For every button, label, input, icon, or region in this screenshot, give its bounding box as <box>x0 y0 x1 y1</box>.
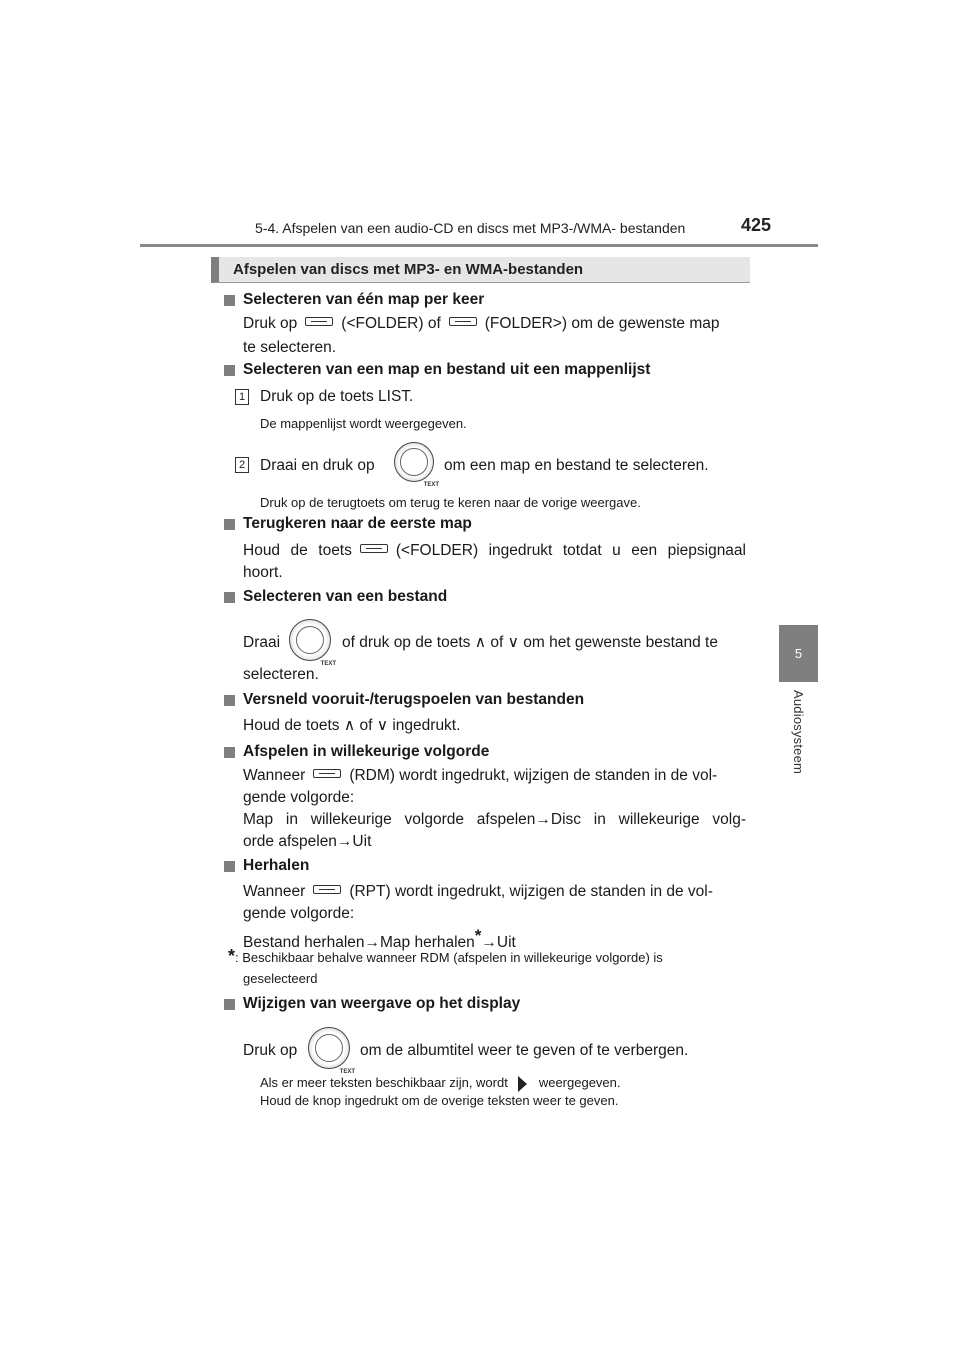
section-heading-bar <box>211 257 750 283</box>
block-heading: Selecteren van een bestand <box>243 588 448 605</box>
text: (<FOLDER) ingedrukt totdat u een piepsignaal <box>395 542 746 559</box>
block-heading: Versneld vooruit-/terugspoelen van bestanden <box>243 691 585 708</box>
bullet-square <box>224 295 235 306</box>
text: Wanneer <box>243 883 306 900</box>
bullet-square <box>224 519 235 530</box>
bullet-square <box>224 695 235 706</box>
body-line: Draai <box>243 634 281 651</box>
body-line: Houd de toets ∧ of ∨ ingedrukt. <box>243 717 461 734</box>
footnote-marker: * <box>474 926 482 945</box>
play-arrow-icon <box>518 1076 527 1092</box>
button-icon <box>449 317 477 326</box>
body-line: gende volgorde: <box>243 905 355 922</box>
header-divider <box>140 244 818 247</box>
knob-label: TEXT <box>320 661 336 667</box>
knob-label: TEXT <box>423 482 439 488</box>
step-note: De mappenlijst wordt weergegeven. <box>260 416 467 431</box>
chapter-tab: 5 <box>779 625 818 682</box>
button-icon <box>313 885 341 894</box>
bullet-square <box>224 861 235 872</box>
page-number: 425 <box>741 215 772 235</box>
text: : Beschikbaar behalve wanneer RDM (afspelen in willekeurige volgorde) is <box>235 950 663 965</box>
footnote-marker: * <box>228 946 236 966</box>
text-knob-icon <box>308 1027 355 1075</box>
body-line: te selecteren. <box>243 339 337 356</box>
body-line <box>243 312 720 336</box>
chapter-header: 5-4. Afspelen van een audio-CD en discs met MP3-/WMA- bestanden <box>255 220 686 236</box>
text: Als er meer teksten beschikbaar zijn, wordt <box>260 1075 508 1090</box>
step-text: om een map en bestand te selecteren. <box>444 457 709 474</box>
body-line: of druk op de toets ∧ of ∨ om het gewenste bestand te <box>342 634 718 651</box>
bullet-square <box>224 999 235 1010</box>
text-knob-icon <box>394 442 439 488</box>
text: Houd de toets <box>243 542 352 559</box>
text: (FOLDER>) om de gewenste map <box>484 315 720 332</box>
body-line: om de albumtitel weer te geven of te verbergen. <box>360 1042 689 1059</box>
footnote-line <box>228 948 663 966</box>
body-line: Map in willekeurige volgorde afspelen→Disc in willekeurige volg- <box>243 811 746 828</box>
note-line <box>260 1074 621 1092</box>
body-line: gende volgorde: <box>243 789 355 806</box>
note-line: Houd de knop ingedrukt om de overige teksten weer te geven. <box>260 1093 619 1108</box>
block-heading: Wijzigen van weergave op het display <box>243 995 521 1012</box>
text: weergegeven. <box>538 1075 621 1090</box>
text: (<FOLDER) of <box>341 315 441 332</box>
block-heading: Terugkeren naar de eerste map <box>243 515 472 532</box>
button-icon <box>360 544 388 553</box>
body-line: Druk op <box>243 1042 298 1059</box>
chapter-tab-label: Audiosysteem <box>791 690 806 775</box>
block-heading: Selecteren van een map en bestand uit een mappenlijst <box>243 361 651 378</box>
step-number: 2 <box>235 457 249 473</box>
body-line <box>243 539 746 563</box>
block-heading: Afspelen in willekeurige volgorde <box>243 743 490 760</box>
bullet-square <box>224 365 235 376</box>
text: Bestand herhalen→Map herhalen <box>243 934 475 952</box>
body-line <box>243 764 717 788</box>
body-line <box>243 880 713 904</box>
text: Wanneer <box>243 767 306 784</box>
block-heading: Herhalen <box>243 857 310 874</box>
body-line: hoort. <box>243 564 283 581</box>
bullet-square <box>224 747 235 758</box>
step-note: Druk op de terugtoets om terug te keren naar de vorige weergave. <box>260 495 641 510</box>
footnote-line: geselecteerd <box>243 971 318 986</box>
text: (RDM) wordt ingedrukt, wijzigen de standen in de vol- <box>349 767 718 784</box>
button-icon <box>305 317 333 326</box>
body-line: selecteren. <box>243 666 319 683</box>
text-knob-icon <box>289 619 336 667</box>
block-heading: Selecteren van één map per keer <box>243 291 485 308</box>
step-text: Druk op de toets LIST. <box>260 388 414 405</box>
step-text: Draai en druk op <box>260 457 375 474</box>
button-icon <box>313 769 341 778</box>
bullet-square <box>224 592 235 603</box>
text: Druk op <box>243 315 298 332</box>
step-number: 1 <box>235 389 249 405</box>
text: (RPT) wordt ingedrukt, wijzigen de standen in de vol- <box>349 883 713 900</box>
section-title: Afspelen van discs met MP3- en WMA-bestanden <box>233 261 584 278</box>
body-line: orde afspelen→Uit <box>243 833 372 850</box>
knob-label: TEXT <box>339 1069 355 1075</box>
text: →Uit <box>481 934 516 952</box>
